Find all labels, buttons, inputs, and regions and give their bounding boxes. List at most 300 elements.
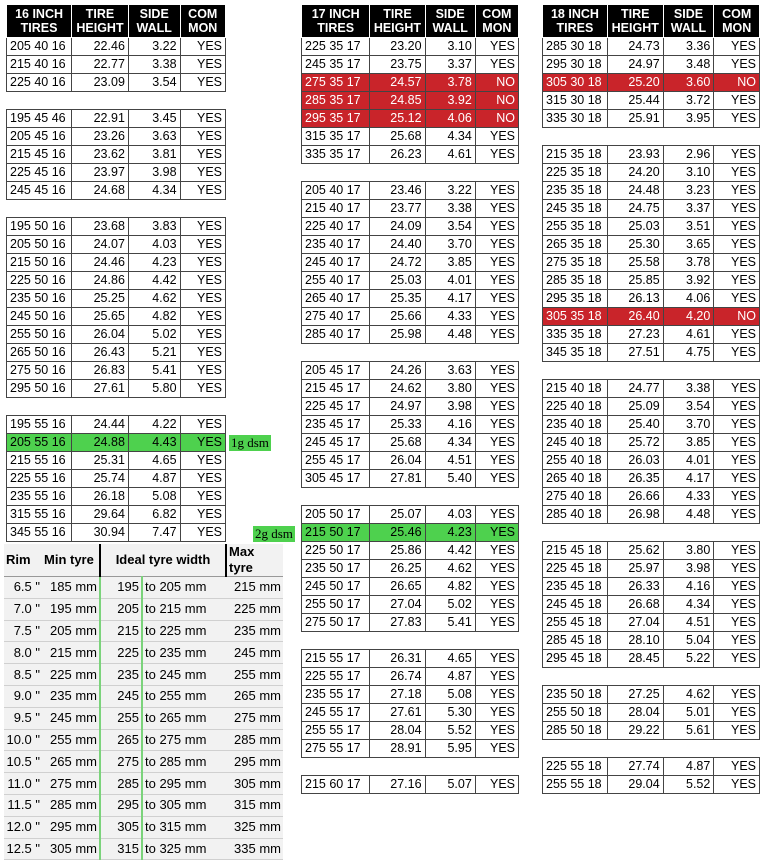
common: YES bbox=[180, 416, 225, 434]
tire-size: 225 40 18 bbox=[543, 398, 608, 416]
tire-size: 285 40 17 bbox=[302, 326, 370, 344]
ideal-from: 295 bbox=[100, 794, 142, 816]
tire-height: 25.09 bbox=[607, 398, 663, 416]
rim-size: 8.5 " bbox=[4, 664, 42, 686]
max-tyre: 295 mm bbox=[226, 751, 283, 773]
tire-height: 25.33 bbox=[370, 416, 425, 434]
tire-height: 24.20 bbox=[607, 164, 663, 182]
rim-column-header: Min tyre bbox=[42, 544, 100, 577]
tire-height: 29.64 bbox=[72, 506, 129, 524]
common bbox=[714, 668, 760, 686]
tire-height: 24.75 bbox=[607, 200, 663, 218]
tire-size: 345 55 16 bbox=[7, 524, 72, 542]
common: YES bbox=[714, 236, 760, 254]
spacer-row bbox=[302, 632, 519, 650]
tire-size: 255 40 18 bbox=[543, 452, 608, 470]
tire-size: 225 35 18 bbox=[543, 164, 608, 182]
side-wall bbox=[425, 758, 475, 776]
tire-height: 24.26 bbox=[370, 362, 425, 380]
common: YES bbox=[714, 470, 760, 488]
side-wall: 3.85 bbox=[663, 434, 714, 452]
side-wall: 3.38 bbox=[663, 380, 714, 398]
tire-row bbox=[302, 290, 519, 308]
tire-height: 28.04 bbox=[607, 704, 663, 722]
max-tyre: 275 mm bbox=[226, 707, 283, 729]
side-wall: 5.61 bbox=[663, 722, 714, 740]
note-1g-dsm: 1g dsm bbox=[231, 435, 269, 450]
tire-height: 28.10 bbox=[607, 632, 663, 650]
common: YES bbox=[714, 254, 760, 272]
header-row bbox=[543, 5, 760, 38]
common: YES bbox=[475, 416, 518, 434]
tire-row bbox=[543, 596, 760, 614]
common: YES bbox=[714, 578, 760, 596]
common: YES bbox=[475, 308, 518, 326]
tire-size: 285 45 18 bbox=[543, 632, 608, 650]
rim-size: 9.5 " bbox=[4, 707, 42, 729]
side-wall: 4.48 bbox=[663, 506, 714, 524]
tire-row bbox=[302, 236, 519, 254]
tire-size bbox=[543, 128, 608, 146]
common: YES bbox=[714, 596, 760, 614]
tire-height: 25.86 bbox=[370, 542, 425, 560]
tire-height: 26.18 bbox=[72, 488, 129, 506]
rim-size: 9.0 " bbox=[4, 685, 42, 707]
side-wall: 5.21 bbox=[128, 344, 180, 362]
tire-row bbox=[543, 272, 760, 290]
common bbox=[714, 524, 760, 542]
side-wall: 4.62 bbox=[425, 560, 475, 578]
side-wall: 4.62 bbox=[128, 290, 180, 308]
tire-height: 25.91 bbox=[607, 110, 663, 128]
tire-row bbox=[7, 236, 226, 254]
common: YES bbox=[714, 416, 760, 434]
side-wall: 4.22 bbox=[128, 416, 180, 434]
tire-height: 26.98 bbox=[607, 506, 663, 524]
tire-height: 27.04 bbox=[607, 614, 663, 632]
tire-size: 305 35 18 bbox=[543, 308, 608, 326]
tire-height: 26.74 bbox=[370, 668, 425, 686]
rim-size: 10.5 " bbox=[4, 751, 42, 773]
tire-height bbox=[370, 164, 425, 182]
side-wall: 4.65 bbox=[425, 650, 475, 668]
side-wall: 3.10 bbox=[663, 164, 714, 182]
common: YES bbox=[180, 524, 225, 542]
side-wall: 3.92 bbox=[663, 272, 714, 290]
tire-size: 215 50 17 bbox=[302, 524, 370, 542]
tire-height bbox=[607, 740, 663, 758]
side-wall: 5.41 bbox=[128, 362, 180, 380]
tire-row bbox=[302, 668, 519, 686]
tire-size: 225 55 18 bbox=[543, 758, 608, 776]
tire-row bbox=[543, 398, 760, 416]
common: YES bbox=[714, 398, 760, 416]
min-tyre: 215 mm bbox=[42, 642, 100, 664]
tire-height: 25.40 bbox=[607, 416, 663, 434]
max-tyre: 315 mm bbox=[226, 794, 283, 816]
ideal-from: 215 bbox=[100, 620, 142, 642]
common: YES bbox=[475, 182, 518, 200]
tire-size: 225 40 17 bbox=[302, 218, 370, 236]
common: YES bbox=[180, 362, 225, 380]
tire-size: 255 55 18 bbox=[543, 776, 608, 794]
tire-size: 235 35 18 bbox=[543, 182, 608, 200]
tire-height: 24.85 bbox=[370, 92, 425, 110]
tire-size: 255 50 17 bbox=[302, 596, 370, 614]
side-wall bbox=[425, 488, 475, 506]
tire-height: 25.20 bbox=[607, 74, 663, 92]
note-2g-dsm: 2g dsm bbox=[255, 526, 293, 541]
common: YES bbox=[180, 506, 225, 524]
tire-height: 28.91 bbox=[370, 740, 425, 758]
column-header: TIRE HEIGHT bbox=[370, 5, 425, 38]
tire-height: 26.65 bbox=[370, 578, 425, 596]
side-wall: 3.38 bbox=[128, 56, 180, 74]
tire-row bbox=[543, 560, 760, 578]
side-wall: 4.51 bbox=[663, 614, 714, 632]
tire-size: 265 35 18 bbox=[543, 236, 608, 254]
column-header: SIDE WALL bbox=[128, 5, 180, 38]
spacer-row bbox=[543, 362, 760, 380]
side-wall: 7.47 bbox=[128, 524, 180, 542]
tire-size: 275 40 17 bbox=[302, 308, 370, 326]
tire-row bbox=[302, 182, 519, 200]
tire-size: 335 35 17 bbox=[302, 146, 370, 164]
side-wall: 4.34 bbox=[425, 434, 475, 452]
common: YES bbox=[475, 398, 518, 416]
tire-row bbox=[302, 650, 519, 668]
tire-size bbox=[543, 362, 608, 380]
tire-height: 28.04 bbox=[370, 722, 425, 740]
tire-size: 285 30 18 bbox=[543, 38, 608, 56]
tire-height: 25.03 bbox=[607, 218, 663, 236]
common: NO bbox=[714, 74, 760, 92]
common: YES bbox=[714, 218, 760, 236]
side-wall: 3.80 bbox=[425, 380, 475, 398]
tire-size: 245 45 18 bbox=[543, 596, 608, 614]
tire-row bbox=[543, 146, 760, 164]
side-wall: 3.81 bbox=[128, 146, 180, 164]
tire-size: 195 50 16 bbox=[7, 218, 72, 236]
common: YES bbox=[475, 614, 518, 632]
ideal-from: 255 bbox=[100, 707, 142, 729]
common: YES bbox=[475, 452, 518, 470]
side-wall: 2.96 bbox=[663, 146, 714, 164]
rim-row bbox=[4, 707, 283, 729]
tire-size: 205 45 17 bbox=[302, 362, 370, 380]
tire-row bbox=[7, 74, 226, 92]
tire-height: 23.75 bbox=[370, 56, 425, 74]
tire-height: 25.03 bbox=[370, 272, 425, 290]
common bbox=[475, 632, 518, 650]
spacer-row bbox=[7, 92, 226, 110]
tire-size: 195 55 16 bbox=[7, 416, 72, 434]
side-wall: 3.37 bbox=[663, 200, 714, 218]
tire-size: 285 40 18 bbox=[543, 506, 608, 524]
tire-row bbox=[543, 200, 760, 218]
common: YES bbox=[475, 722, 518, 740]
tire-height bbox=[370, 344, 425, 362]
tire-table-17-inch bbox=[301, 4, 519, 794]
tire-height: 25.62 bbox=[607, 542, 663, 560]
side-wall: 4.82 bbox=[425, 578, 475, 596]
side-wall: 4.87 bbox=[663, 758, 714, 776]
tire-height: 25.97 bbox=[607, 560, 663, 578]
rim-width-table bbox=[4, 544, 283, 860]
ideal-from: 285 bbox=[100, 773, 142, 795]
tire-size: 235 45 17 bbox=[302, 416, 370, 434]
tire-height: 27.81 bbox=[370, 470, 425, 488]
spacer-row bbox=[543, 668, 760, 686]
common: YES bbox=[475, 596, 518, 614]
spacer-row bbox=[7, 398, 226, 416]
tire-row bbox=[543, 614, 760, 632]
side-wall: 3.98 bbox=[663, 560, 714, 578]
common: YES bbox=[475, 560, 518, 578]
tire-row bbox=[302, 146, 519, 164]
common: YES bbox=[180, 146, 225, 164]
max-tyre: 325 mm bbox=[226, 816, 283, 838]
tire-size: 205 40 16 bbox=[7, 38, 72, 56]
tire-height bbox=[607, 668, 663, 686]
side-wall: 5.30 bbox=[425, 704, 475, 722]
common: YES bbox=[714, 326, 760, 344]
tire-row bbox=[543, 380, 760, 398]
tire-height: 25.74 bbox=[72, 470, 129, 488]
tire-height: 24.09 bbox=[370, 218, 425, 236]
tire-row bbox=[302, 38, 519, 56]
side-wall: 3.63 bbox=[425, 362, 475, 380]
tire-height: 25.65 bbox=[72, 308, 129, 326]
side-wall: 5.04 bbox=[663, 632, 714, 650]
tire-row bbox=[7, 272, 226, 290]
tire-height: 26.31 bbox=[370, 650, 425, 668]
tire-height: 22.77 bbox=[72, 56, 129, 74]
tire-height bbox=[72, 398, 129, 416]
common: YES bbox=[714, 272, 760, 290]
common: NO bbox=[714, 308, 760, 326]
tire-table-16-inch bbox=[6, 4, 226, 542]
common: YES bbox=[475, 362, 518, 380]
tire-height: 23.26 bbox=[72, 128, 129, 146]
common: YES bbox=[714, 380, 760, 398]
tire-row bbox=[302, 704, 519, 722]
tire-size: 245 50 17 bbox=[302, 578, 370, 596]
side-wall: 4.62 bbox=[663, 686, 714, 704]
tire-size: 245 40 18 bbox=[543, 434, 608, 452]
tire-height bbox=[72, 200, 129, 218]
tire-height: 26.68 bbox=[607, 596, 663, 614]
common bbox=[475, 488, 518, 506]
tire-size: 315 35 17 bbox=[302, 128, 370, 146]
tire-size bbox=[302, 632, 370, 650]
tire-row bbox=[7, 506, 226, 524]
side-wall bbox=[425, 164, 475, 182]
tire-row bbox=[302, 272, 519, 290]
common: NO bbox=[475, 92, 518, 110]
tire-size: 215 40 16 bbox=[7, 56, 72, 74]
min-tyre: 275 mm bbox=[42, 773, 100, 795]
side-wall: 4.03 bbox=[425, 506, 475, 524]
tire-size: 335 30 18 bbox=[543, 110, 608, 128]
side-wall: 3.54 bbox=[128, 74, 180, 92]
common: NO bbox=[475, 110, 518, 128]
tire-row bbox=[302, 74, 519, 92]
side-wall: 3.98 bbox=[128, 164, 180, 182]
common: YES bbox=[180, 110, 225, 128]
rim-row bbox=[4, 685, 283, 707]
common: NO bbox=[475, 74, 518, 92]
side-wall: 3.60 bbox=[663, 74, 714, 92]
common: YES bbox=[180, 128, 225, 146]
common: YES bbox=[475, 380, 518, 398]
side-wall: 3.36 bbox=[663, 38, 714, 56]
tire-row bbox=[543, 326, 760, 344]
tire-size: 285 35 17 bbox=[302, 92, 370, 110]
side-wall: 3.54 bbox=[663, 398, 714, 416]
rim-column-header: Ideal tyre width bbox=[100, 544, 226, 577]
side-wall: 3.83 bbox=[128, 218, 180, 236]
min-tyre: 185 mm bbox=[42, 577, 100, 599]
common: YES bbox=[714, 650, 760, 668]
tire-height: 25.68 bbox=[370, 128, 425, 146]
tire-size: 215 40 18 bbox=[543, 380, 608, 398]
tire-row bbox=[302, 128, 519, 146]
common: YES bbox=[180, 74, 225, 92]
tire-size: 235 40 18 bbox=[543, 416, 608, 434]
tire-row bbox=[543, 182, 760, 200]
side-wall: 4.33 bbox=[663, 488, 714, 506]
tire-row bbox=[302, 560, 519, 578]
side-wall bbox=[663, 740, 714, 758]
common: YES bbox=[180, 344, 225, 362]
common: YES bbox=[180, 488, 225, 506]
tire-size bbox=[302, 164, 370, 182]
tire-size: 235 55 16 bbox=[7, 488, 72, 506]
rim-row bbox=[4, 620, 283, 642]
ideal-to: to 235 mm bbox=[142, 642, 226, 664]
tire-row bbox=[302, 380, 519, 398]
tire-height: 27.04 bbox=[370, 596, 425, 614]
tire-row bbox=[302, 362, 519, 380]
tire-row bbox=[7, 254, 226, 272]
side-wall bbox=[425, 344, 475, 362]
side-wall: 4.16 bbox=[663, 578, 714, 596]
tire-height: 24.73 bbox=[607, 38, 663, 56]
max-tyre: 235 mm bbox=[226, 620, 283, 642]
tire-size: 285 50 18 bbox=[543, 722, 608, 740]
ideal-to: to 245 mm bbox=[142, 664, 226, 686]
tire-height: 24.48 bbox=[607, 182, 663, 200]
tire-size: 235 50 18 bbox=[543, 686, 608, 704]
tire-row bbox=[543, 452, 760, 470]
tire-height: 25.31 bbox=[72, 452, 129, 470]
tire-row bbox=[302, 452, 519, 470]
tire-size bbox=[7, 92, 72, 110]
side-wall: 4.87 bbox=[128, 470, 180, 488]
rim-column-header: Rim bbox=[4, 544, 42, 577]
common: YES bbox=[714, 146, 760, 164]
ideal-from: 235 bbox=[100, 664, 142, 686]
common: YES bbox=[475, 128, 518, 146]
common: YES bbox=[714, 704, 760, 722]
side-wall: 3.70 bbox=[663, 416, 714, 434]
tire-size: 215 55 17 bbox=[302, 650, 370, 668]
min-tyre: 235 mm bbox=[42, 685, 100, 707]
tire-size: 275 40 18 bbox=[543, 488, 608, 506]
tire-row bbox=[302, 308, 519, 326]
common bbox=[180, 398, 225, 416]
tire-row bbox=[7, 128, 226, 146]
min-tyre: 195 mm bbox=[42, 598, 100, 620]
tire-height: 22.46 bbox=[72, 38, 129, 56]
tire-height: 27.23 bbox=[607, 326, 663, 344]
side-wall: 4.16 bbox=[425, 416, 475, 434]
rim-row bbox=[4, 729, 283, 751]
common: YES bbox=[475, 506, 518, 524]
tire-size bbox=[302, 344, 370, 362]
tire-size: 345 35 18 bbox=[543, 344, 608, 362]
common bbox=[475, 344, 518, 362]
common: YES bbox=[475, 434, 518, 452]
common: YES bbox=[180, 164, 225, 182]
side-wall: 4.33 bbox=[425, 308, 475, 326]
max-tyre: 285 mm bbox=[226, 729, 283, 751]
common: YES bbox=[180, 470, 225, 488]
tire-row bbox=[302, 200, 519, 218]
column-header: 18 INCH TIRES bbox=[543, 5, 608, 38]
tire-size: 195 45 46 bbox=[7, 110, 72, 128]
tire-row bbox=[7, 416, 226, 434]
tire-height: 22.91 bbox=[72, 110, 129, 128]
tire-size: 225 45 18 bbox=[543, 560, 608, 578]
common: YES bbox=[475, 686, 518, 704]
tire-size: 295 35 17 bbox=[302, 110, 370, 128]
rim-row bbox=[4, 838, 283, 860]
rim-row bbox=[4, 751, 283, 773]
common: YES bbox=[714, 182, 760, 200]
tire-row bbox=[302, 542, 519, 560]
side-wall: 5.07 bbox=[425, 776, 475, 794]
tire-size: 265 40 17 bbox=[302, 290, 370, 308]
common: YES bbox=[475, 56, 518, 74]
min-tyre: 285 mm bbox=[42, 794, 100, 816]
tire-row bbox=[543, 434, 760, 452]
side-wall bbox=[128, 200, 180, 218]
tire-row bbox=[7, 488, 226, 506]
tire-size bbox=[543, 740, 608, 758]
common: YES bbox=[180, 236, 225, 254]
common bbox=[714, 362, 760, 380]
tire-size: 295 50 16 bbox=[7, 380, 72, 398]
common: YES bbox=[714, 488, 760, 506]
tire-row bbox=[543, 542, 760, 560]
header-row bbox=[7, 5, 226, 38]
rim-row bbox=[4, 816, 283, 838]
tire-size: 205 50 17 bbox=[302, 506, 370, 524]
tire-height: 27.51 bbox=[607, 344, 663, 362]
common: YES bbox=[714, 92, 760, 110]
tire-row bbox=[302, 56, 519, 74]
common: YES bbox=[714, 38, 760, 56]
tire-row bbox=[543, 578, 760, 596]
tire-size bbox=[7, 200, 72, 218]
side-wall: 3.78 bbox=[425, 74, 475, 92]
common bbox=[714, 128, 760, 146]
column-header: 17 INCH TIRES bbox=[302, 5, 370, 38]
tire-size: 215 45 16 bbox=[7, 146, 72, 164]
tire-height: 29.04 bbox=[607, 776, 663, 794]
